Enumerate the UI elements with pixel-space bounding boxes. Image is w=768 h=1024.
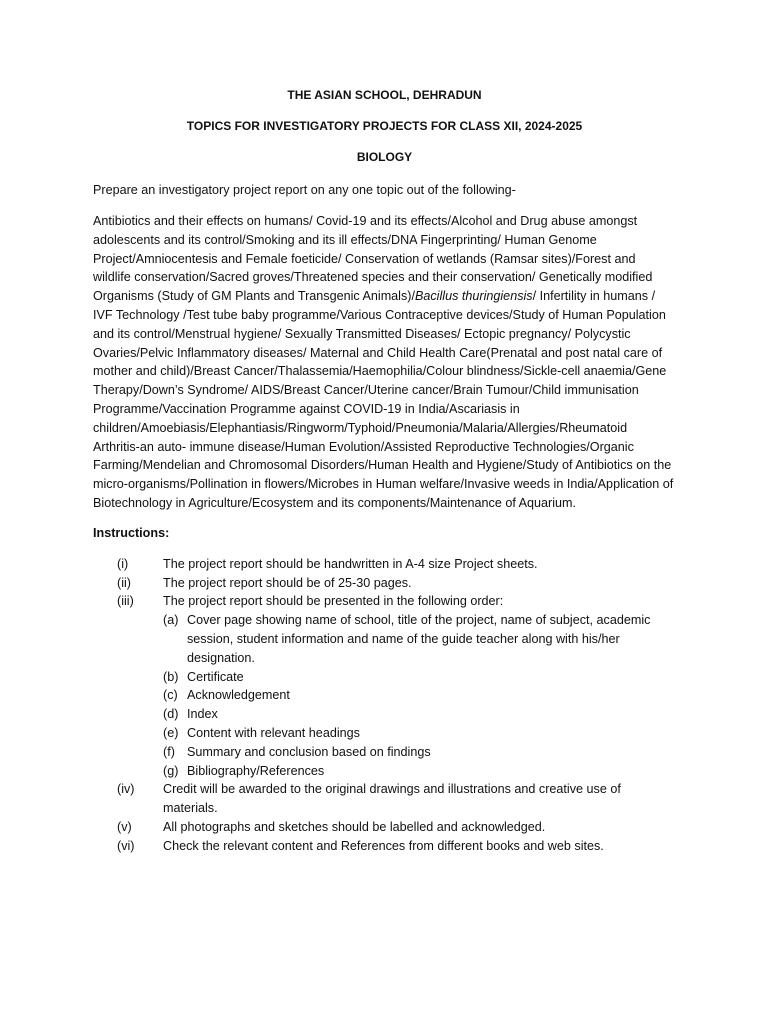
- order-item: [163, 686, 676, 705]
- subject-heading: BIOLOGY: [356, 150, 413, 164]
- order-item: [163, 668, 676, 687]
- order-item: [163, 705, 676, 724]
- order-text: Summary and conclusion based on findings: [187, 744, 431, 759]
- instructions-list: [93, 555, 676, 856]
- instruction-number: (v): [117, 819, 132, 834]
- instruction-text: The project report should be of 25-30 pages.: [163, 575, 412, 590]
- instruction-text: All photographs and sketches should be labelled and acknowledged.: [163, 819, 546, 834]
- instruction-item: [93, 818, 676, 837]
- order-item: [163, 724, 676, 743]
- order-text: Index: [187, 707, 218, 722]
- instruction-item: [93, 592, 676, 780]
- order-item: [163, 762, 676, 781]
- intro-text: Prepare an investigatory project report on any one topic out of the following-: [93, 183, 516, 197]
- order-item: [163, 611, 676, 667]
- instruction-number: (vi): [117, 838, 135, 853]
- order-text: Bibliography/References: [187, 763, 325, 778]
- order-text: Acknowledgement: [187, 688, 290, 703]
- instruction-item: [93, 837, 676, 856]
- school-name: THE ASIAN SCHOOL, DEHRADUN: [287, 88, 482, 102]
- order-letter: (c): [163, 688, 178, 703]
- topics-italic-species: Bacillus thuringiensis: [414, 289, 533, 304]
- order-text: Certificate: [187, 669, 244, 684]
- order-letter: (a): [163, 613, 179, 628]
- instructions-heading: Instructions:: [93, 525, 170, 540]
- order-item: [163, 743, 676, 762]
- topics-title: TOPICS FOR INVESTIGATORY PROJECTS FOR CLASS XII, 2024-2025: [186, 119, 583, 133]
- instruction-text: Credit will be awarded to the original drawings and illustrations and creative use of materials.: [163, 782, 621, 816]
- instruction-text: The project report should be presented in the following order:: [163, 594, 504, 609]
- topics-part-1: Antibiotics and their effects on humans/ Covid-19 and its effects/Alcohol and Drug abuse amongst adolescents and its control/Smoking and its ill effects/DNA Fingerprinting/ Human Genome Project/Amniocentesis and Female foeticide/ Conservation of wetlands (Ramsar sites)/Forest and wildlife conservation/Sacred groves/Threatened species and their conservation/ Genetically modified Organisms (Study of GM Plants and Transgenic Animals)/: [93, 214, 653, 304]
- instruction-text: The project report should be handwritten in A-4 size Project sheets.: [163, 556, 538, 571]
- order-letter: (e): [163, 725, 179, 740]
- instruction-item: [93, 555, 676, 574]
- topics-part-2: / Infertility in humans / IVF Technology /Test tube baby programme/Various Contraceptive devices/Study of Human Population and its control/Menstrual hygiene/ Sexually Transmitted Diseases/ Ectopic pregnancy/ Polycystic Ovaries/Pelvic Inflammatory diseases/ Maternal and Child Health Care(Prenatal and post natal care of mother and child)/Breast Cancer/Thalassemia/Haemophilia/Colour blindness/Sickle-cell anaemia/Gene Therapy/Down’s Syndrome/ AIDS/Breast Cancer/Uterine cancer/Brain Tumour/Child immunisation Programme/Vaccination Programme against COVID-19 in India/Ascariasis in children/Amoebiasis/Elephantiasis/Ringworm/Typhoid/Pneumonia/Malaria/Allergies/Rheumatoid Arthritis-an auto- immune disease/Human Evolution/Assisted Reproductive Technologies/Organic Farming/Mendelian and Chromosomal Disorders/Human Health and Hygiene/Study of Antibiotics on the micro-organisms/Pollination in flowers/Microbes in Human welfare/Invasive weeds in India/Application of Biotechnology in Agriculture/Ecosystem and its components/Maintenance of Aquarium.: [93, 289, 674, 510]
- instruction-number: (ii): [117, 575, 131, 590]
- instruction-number: (i): [117, 556, 129, 571]
- instruction-item: [93, 780, 676, 818]
- order-text: Cover page showing name of school, title of the project, name of subject, academic session, student information and name of the guide teacher along with his/her designation.: [187, 613, 651, 665]
- instruction-item: [93, 574, 676, 593]
- report-order-list: [163, 611, 676, 780]
- instruction-body: [163, 592, 676, 780]
- instruction-text: Check the relevant content and References from different books and web sites.: [163, 838, 604, 853]
- instruction-number: (iv): [117, 782, 135, 797]
- topics-paragraph: [93, 212, 676, 513]
- instruction-number: (iii): [117, 594, 134, 609]
- order-letter: (b): [163, 669, 179, 684]
- order-letter: (f): [163, 744, 175, 759]
- order-letter: (d): [163, 707, 179, 722]
- order-letter: (g): [163, 763, 179, 778]
- order-text: Content with relevant headings: [187, 725, 360, 740]
